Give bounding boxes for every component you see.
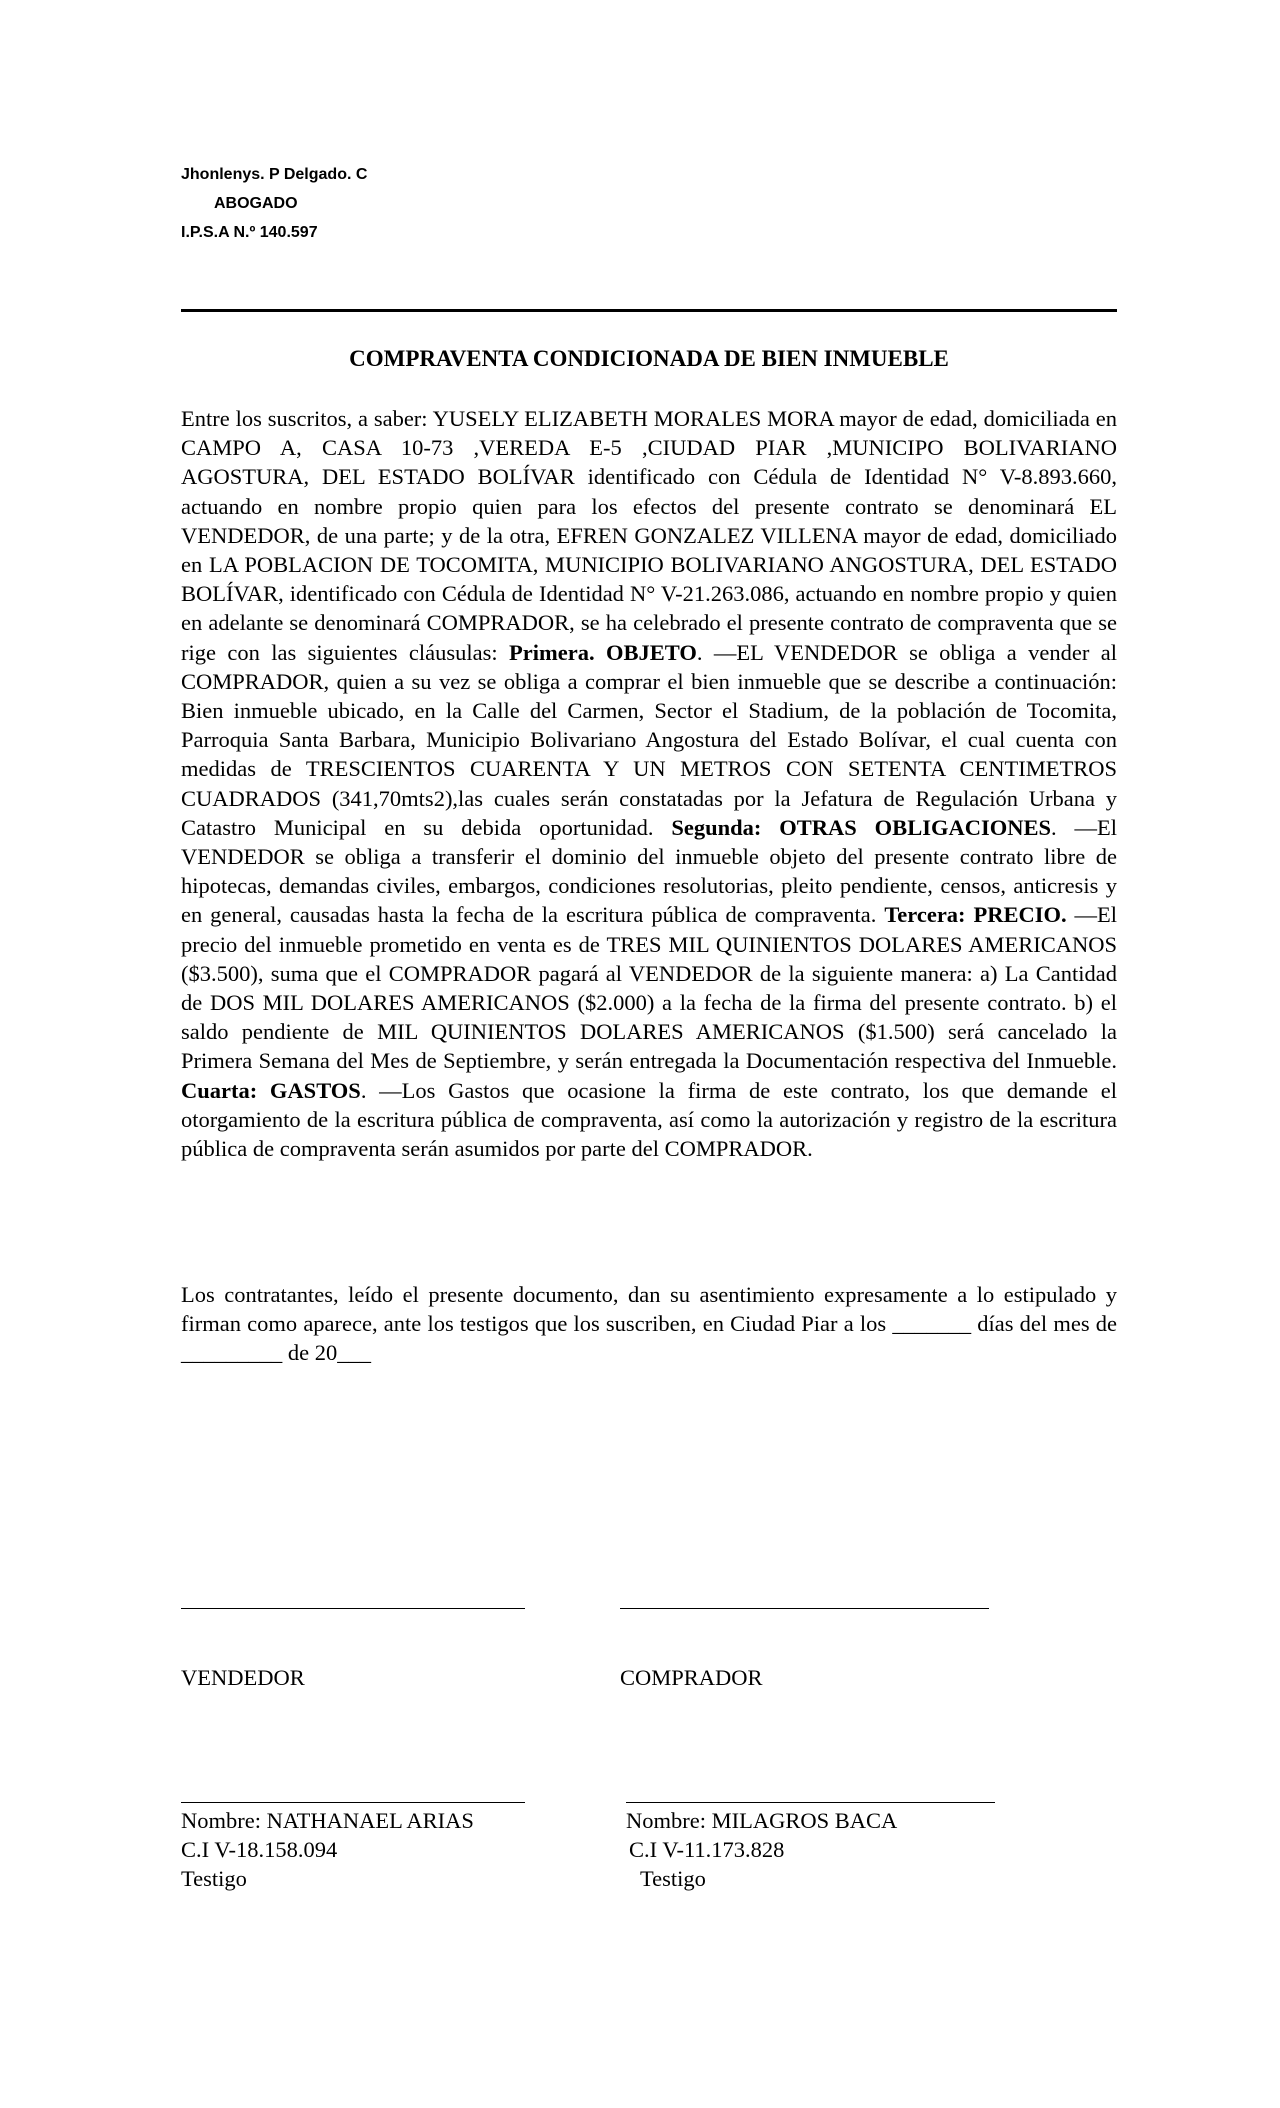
clause-heading-cuarta: Cuarta: GASTOS — [181, 1077, 361, 1103]
letterhead — [181, 160, 367, 247]
lawyer-registration: I.P.S.A N.º 140.597 — [181, 224, 318, 241]
seller-signature-line — [181, 1608, 525, 1609]
document-title: COMPRAVENTA CONDICIONADA DE BIEN INMUEBLE — [349, 346, 949, 371]
witness-id: C.I V-11.173.828 — [629, 1837, 785, 1863]
contract-text: . —EL VENDEDOR se obliga a vender al COMPRADOR, quien a su vez se obliga a comprar el bien inmueble que se describe a continuación: Bien inmueble ubicado, en la Calle del Carmen, Sector el Stadium, de la población de Tocomita, Parroquia Santa Barbara, Municipio Bolivariano Angostura del Estado Bolívar, el cual cuenta con medidas de TRESCIENTOS CUARENTA Y UN METROS CON SETENTA CENTIMETROS CUADRADOS (341,70mts2),las cuales serán constatadas por la Jefatura de Regulación Urbana y Catastro Municipal en su debida oportunidad. — [181, 639, 1117, 840]
witness-role: Testigo — [640, 1866, 706, 1892]
clause-heading-tercera: Tercera: PRECIO. — [884, 902, 1067, 928]
contract-text: . —Los Gastos que ocasione la firma de este contrato, los que demande el otorgamiento de la escritura pública de compraventa, así como la autorización y registro de la escritura pública de compraventa serán asumidos por parte del COMPRADOR. — [181, 1077, 1117, 1162]
buyer-label: COMPRADOR — [620, 1665, 763, 1690]
seller-label: VENDEDOR — [181, 1665, 305, 1690]
header-divider — [181, 309, 1117, 312]
witness-block — [181, 1806, 474, 1894]
witness-signature-line — [626, 1802, 995, 1803]
lawyer-title: ABOGADO — [214, 195, 298, 212]
contract-text: —El precio del inmueble prometido en venta es de TRES MIL QUINIENTOS DOLARES AMERICANOS ($3.500), suma que el COMPRADOR pagará al VENDEDOR de la siguiente manera: a) La Cantidad de DOS MIL DOLARES AMERICANOS ($2.000) a la fecha de la firma del presente contrato. b) el saldo pendiente de MIL QUINIENTOS DOLARES AMERICANOS ($1.500) será cancelado la Primera Semana del Mes de Septiembre, y serán entregada la Documentación respectiva del Inmueble. — [181, 902, 1118, 1074]
clause-heading-segunda: Segunda: OTRAS OBLIGACIONES — [671, 814, 1051, 840]
contract-body-paragraph — [181, 404, 1117, 1163]
lawyer-name: Jhonlenys. P Delgado. C — [181, 166, 368, 183]
buyer-signature-line — [620, 1608, 989, 1609]
closing-paragraph: Los contratantes, leído el presente documento, dan su asentimiento expresamente a lo estipulado y firman como aparece, ante los testigos que los suscriben, en Ciudad Piar a los _______ días del mes de _________ de 20___ — [181, 1282, 1117, 1366]
witness-role: Testigo — [181, 1866, 247, 1892]
clause-heading-primera: Primera. OBJETO — [509, 639, 697, 665]
witness-signature-line — [181, 1802, 525, 1803]
witness-block — [626, 1806, 897, 1894]
contract-text: Entre los suscritos, a saber: YUSELY ELIZABETH MORALES MORA mayor de edad, domiciliada en CAMPO A, CASA 10-73 ,VEREDA E-5 ,CIUDAD PIAR ,MUNICIPO BOLIVARIANO AGOSTURA, DEL ESTADO BOLÍVAR identificado con Cédula de Identidad N° V-8.893.660, actuando en nombre propio quien para los efectos del presente contrato se denominará EL VENDEDOR, de una parte; y de la otra, EFREN GONZALEZ VILLENA mayor de edad, domiciliado en LA POBLACION DE TOCOMITA, MUNICIPIO BOLIVARIANO ANGOSTURA, DEL ESTADO BOLÍVAR, identificado con Cédula de Identidad N° V-21.263.086, actuando en nombre propio y quien en adelante se denominará COMPRADOR, se ha celebrado el presente contrato de compraventa que se rige con las siguientes cláusulas: — [181, 406, 1117, 665]
witness-id: C.I V-18.158.094 — [181, 1837, 338, 1863]
witness-name: Nombre: NATHANAEL ARIAS — [181, 1808, 474, 1833]
witness-name: Nombre: MILAGROS BACA — [626, 1808, 898, 1833]
contract-text: . —El VENDEDOR se obliga a transferir el dominio del inmueble objeto del presente contrato libre de hipotecas, demandas civiles, embargos, condiciones resolutorias, pleito pendiente, censos, anticresis y en general, causadas hasta la fecha de la escritura pública de compraventa. — [181, 814, 1117, 928]
